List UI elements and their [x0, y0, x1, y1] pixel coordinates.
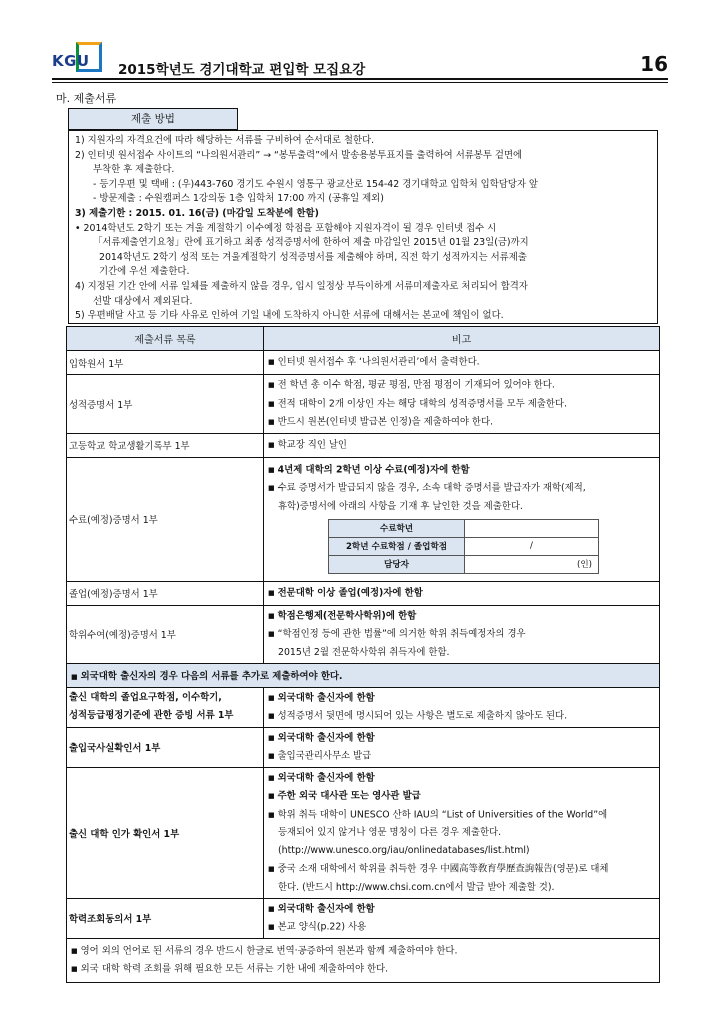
- note-text: 수료 증명서가 발급되지 않을 경우, 소속 대학 증명서를 발급자가 재학(제적,: [277, 482, 586, 494]
- document-note: ■ 4년제 대학의 2학년 이상 수료(예정)자에 한함 ■ 수료 증명서가 발급되지 않을 경우, 소속 대학 증명서를 발급자가 재학(제적, 휴학)증명서에 아래의 사항을 기재 후 날인한 것을 제출한다. 수료학년 2학년 수료학점 / 졸업학점 / 담당자 (인): [264, 457, 660, 581]
- header-rule: [52, 78, 668, 80]
- kgu-logo: [52, 42, 104, 76]
- note-text: 전문대학 이상 졸업(예정)자에 한함: [277, 587, 423, 599]
- instruction-line: 기간에 우선 제출한다.: [99, 266, 190, 278]
- notice-text: 외국대학 출신자의 경우 다음의 서류를 추가로 제출하여야 한다.: [80, 671, 343, 682]
- note-text: 성적증명서 뒷면에 명시되어 있는 사항은 별도로 제출하지 않아도 된다.: [277, 710, 568, 722]
- instruction-line: 3) 제출기한 : 2015. 01. 16(금) (마감일 도착분에 한함): [75, 207, 319, 219]
- field-value: /: [465, 537, 599, 555]
- document-note: ■ 인터넷 원서접수 후 ‘나의원서관리’에서 출력한다.: [264, 351, 660, 375]
- table-row: [67, 687, 660, 727]
- instruction-line: • 2014학년도 2학기 또는 겨울 계절학기 이수예정 학점을 포함해야 지원자격이 될 경우 인터넷 접수 시: [75, 222, 497, 234]
- note-text: 등재되어 있지 않거나 영문 명칭이 다른 경우 제출한다.: [278, 827, 502, 838]
- seal-field: (인): [465, 555, 599, 573]
- instruction-line: 부착한 후 제출한다.: [93, 164, 175, 176]
- table-row: [67, 605, 660, 663]
- note-text: 외국대학 출신자에 한함: [277, 903, 375, 914]
- table-row: [67, 375, 660, 434]
- note-text: 전 학년 총 이수 학점, 평균 평점, 만점 평점이 기재되어 있어야 한다.: [277, 379, 555, 391]
- document-name: 성적증명서 1부: [67, 375, 264, 434]
- table-row: [67, 938, 660, 982]
- note-text: 학교장 직인 날인: [277, 439, 347, 451]
- note-text: 휴학)증명서에 아래의 사항을 기재 후 날인한 것을 제출한다.: [278, 500, 523, 512]
- note-text: 4년제 대학의 2학년 이상 수료(예정)자에 한함: [277, 464, 470, 475]
- document-note: ■ 전문대학 이상 졸업(예정)자에 한함: [264, 581, 660, 605]
- note-text: 학점은행제(전문학사학위)에 한함: [277, 610, 417, 621]
- document-note: ■ 외국대학 출신자에 한함 ■ 본교 양식(p.22) 사용: [264, 898, 660, 938]
- note-text: 반드시 원본(인터넷 발급본 인정)을 제출하여야 한다.: [277, 416, 494, 428]
- note-text: 출입국관리사무소 발급: [277, 750, 372, 762]
- foreign-notice: ■ 외국대학 출신자의 경우 다음의 서류를 추가로 제출하여야 한다.: [67, 663, 660, 687]
- instruction-line: 5) 우편배달 사고 등 기타 사유로 인하여 기일 내에 도착하지 아니한 서류에 대해서는 본교에 책임이 없다.: [75, 310, 504, 322]
- document-name: 고등학교 학교생활기록부 1부: [67, 433, 264, 457]
- table-row: [67, 898, 660, 938]
- table-row: [67, 663, 660, 687]
- method-label: 제출 방법: [68, 108, 238, 130]
- note-text: 인터넷 원서접수 후 ‘나의원서관리’에서 출력한다.: [277, 356, 480, 368]
- logo-text: KGU: [52, 52, 90, 70]
- instruction-line: 2014학년도 2학기 성적 또는 겨울계절학기 성적증명서를 제출해야 하며, 직전 학기 성적까지는 서류제출: [99, 251, 527, 263]
- table-row: [67, 581, 660, 605]
- footer-notes: ■ 영어 외의 언어로 된 서류의 경우 반드시 한글로 번역·공증하여 원본과 함께 제출하여야 한다. ■ 외국 대학 학력 조회를 위해 필요한 모든 서류는 기한 내에 제출하여야 한다.: [67, 938, 660, 982]
- page-number: 16: [640, 52, 668, 76]
- column-header-note: 비고: [264, 327, 660, 351]
- completion-info-table: [328, 519, 599, 574]
- document-name: 학위수여(예정)증명서 1부: [67, 605, 264, 663]
- document-title: 2015학년도 경기대학교 편입학 모집요강: [118, 62, 366, 78]
- table-row: [67, 457, 660, 581]
- field-label: 담당자: [329, 555, 465, 573]
- note-text: 외국대학 출신자에 한함: [277, 772, 375, 783]
- field-label: 2학년 수료학점 / 졸업학점: [329, 537, 465, 555]
- note-text: 전적 대학이 2개 이상인 자는 해당 대학의 성적증명서를 모두 제출한다.: [277, 398, 567, 409]
- note-text: 한다. (반드시 http://www.chsi.com.cn에서 발급 받아 제출할 것).: [278, 881, 555, 893]
- table-row: [67, 351, 660, 375]
- note-text: 2015년 2월 전문학사학위 취득자에 한함.: [278, 646, 450, 658]
- document-note: ■ 외국대학 출신자에 한함 ■ 주한 외국 대사관 또는 영사관 발급 ■ 학위 취득 대학이 UNESCO 산하 IAU의 “List of Universities of the World”에 등재되어 있지 않거나 영문 명칭이 다른 경우 제출한다. (http://www.unesco.org/iau/onlinedatabases/list.html) ■ 중국 소재 대학에서 학위를 취득한 경우 中國高等敎育學歷查詢報告(영문)로 대체 한다. (반드시 http://www.chsi.com.cn에서 발급 받아 제출할 것).: [264, 767, 660, 898]
- document-name: 수료(예정)증명서 1부: [67, 457, 264, 581]
- document-name: 출입국사실확인서 1부: [67, 727, 264, 767]
- instruction-line: 선발 대상에서 제외된다.: [93, 295, 193, 307]
- instruction-line: 2) 인터넷 원서접수 사이트의 “나의원서관리” → “봉투출력”에서 발송용봉투표지를 출력하여 서류봉투 겉면에: [75, 149, 523, 161]
- table-row: [67, 727, 660, 767]
- note-text: “학점인정 등에 관한 법률”에 의거한 학위 취득예정자의 경우: [277, 628, 526, 640]
- section-title: 마. 제출서류: [56, 92, 117, 105]
- document-name: [67, 687, 264, 727]
- document-name: 학력조회동의서 1부: [67, 898, 264, 938]
- document-name: 졸업(예정)증명서 1부: [67, 581, 264, 605]
- document-note: ■ 전 학년 총 이수 학점, 평균 평점, 만점 평점이 기재되어 있어야 한다. ■ 전적 대학이 2개 이상인 자는 해당 대학의 성적증명서를 모두 제출한다. ■ 반드시 원본(인터넷 발급본 인정)을 제출하여야 한다.: [264, 375, 660, 434]
- document-name: 출신 대학 인가 확인서 1부: [67, 767, 264, 898]
- document-note: ■ 학교장 직인 날인: [264, 433, 660, 457]
- instruction-line: 4) 지정된 기간 안에 서류 일체를 제출하지 않을 경우, 입시 일정상 부득이하게 서류미제출자로 처리되어 합격자: [75, 280, 528, 292]
- instruction-line: 1) 지원자의 자격요건에 따라 해당하는 서류를 구비하여 순서대로 철한다.: [75, 135, 375, 146]
- instruction-line: - 방문제출 : 수원캠퍼스 1강의동 1층 입학처 17:00 까지 (공휴일 제외): [93, 193, 384, 205]
- name-line: 성적등급평정기준에 관한 증빙 서류 1부: [69, 710, 234, 721]
- note-text: 외국대학 출신자에 한함: [277, 732, 375, 743]
- instruction-line: 「서류제출연기요청」란에 표기하고 최종 성적증명서에 한하여 제출 마감일인 2015년 01월 23일(금)까지: [93, 237, 529, 249]
- document-note: ■ 외국대학 출신자에 한함 ■ 출입국관리사무소 발급: [264, 727, 660, 767]
- field-label: 수료학년: [329, 519, 465, 537]
- note-text: 학위 취득 대학이 UNESCO 산하 IAU의 “List of Universities of the World”에: [277, 809, 608, 820]
- document-note: ■ 외국대학 출신자에 한함 ■ 성적증명서 뒷면에 명시되어 있는 사항은 별도로 제출하지 않아도 된다.: [264, 687, 660, 727]
- column-header-documents: 제출서류 목록: [67, 327, 264, 351]
- note-text: 외국대학 출신자에 한함: [277, 692, 375, 703]
- table-row: [67, 767, 660, 898]
- method-instructions: [68, 130, 658, 324]
- field-value: [465, 519, 599, 537]
- documents-table: [66, 326, 660, 983]
- header-rule-thin: [52, 82, 668, 83]
- note-text: 본교 양식(p.22) 사용: [277, 921, 367, 933]
- document-name: 입학원서 1부: [67, 351, 264, 375]
- footer-note: 외국 대학 학력 조회를 위해 필요한 모든 서류는 기한 내에 제출하여야 한다.: [80, 963, 389, 975]
- document-note: ■ 학점은행제(전문학사학위)에 한함 ■ “학점인정 등에 관한 법률”에 의거한 학위 취득예정자의 경우 2015년 2월 전문학사학위 취득자에 한함.: [264, 605, 660, 663]
- table-row: [67, 433, 660, 457]
- footer-note: 영어 외의 언어로 된 서류의 경우 반드시 한글로 번역·공증하여 원본과 함께 제출하여야 한다.: [80, 945, 458, 956]
- note-text: 주한 외국 대사관 또는 영사관 발급: [277, 790, 421, 802]
- note-text: 중국 소재 대학에서 학위를 취득한 경우 中國高等敎育學歷查詢報告(영문)로 대체: [277, 863, 609, 875]
- note-text: (http://www.unesco.org/iau/onlinedatabases/list.html): [278, 845, 530, 856]
- instruction-line: - 등기우편 및 택배 : (우)443-760 경기도 수원시 영통구 광교산로 154-42 경기대학교 입학처 입학담당자 앞: [93, 178, 538, 190]
- name-line: 출신 대학의 졸업요구학점, 이수학기,: [69, 692, 222, 703]
